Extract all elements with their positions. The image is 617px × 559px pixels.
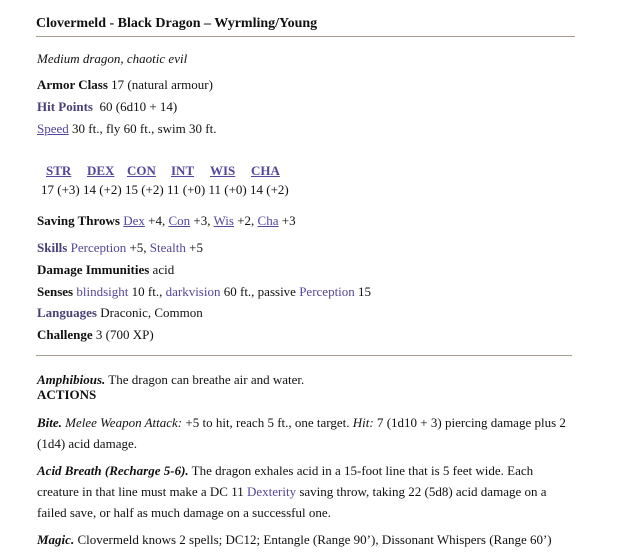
saving-throws-label: Saving Throws [37,213,120,228]
action-bite [37,412,580,454]
hit-points-value: 60 (6d10 + 14) [92,99,178,114]
languages-line [37,305,203,321]
ability-header-str[interactable]: STR [46,163,72,178]
ability-header-dex[interactable]: DEX [87,163,115,178]
save-dex-link[interactable]: Dex [123,213,145,228]
skills-label: Skills [37,240,68,255]
hit-points-line [37,99,177,115]
languages-value: Draconic, Common [96,305,203,320]
darkvision-link[interactable]: darkvision [165,284,221,299]
action-acid-breath [37,460,569,523]
skills-line [37,240,203,256]
armor-class-line [37,77,213,93]
senses-line [37,284,371,300]
armor-class-label: Armor Class [37,77,108,92]
speed-line [37,121,216,137]
ability-header-cha[interactable]: CHA [251,163,280,178]
trait-amphibious [37,372,304,388]
actions-heading: ACTIONS [37,387,97,402]
save-con-mod: +3, [190,213,214,228]
bite-label: Bite. [37,415,62,430]
skill-stealth[interactable]: Stealth [149,240,186,255]
save-cha-link[interactable]: Cha [257,213,279,228]
skill-stealth-mod: +5 [185,240,203,255]
blindsight-value: 10 ft., [128,284,166,299]
damage-immunities-value: acid [149,262,175,277]
challenge-label: Challenge [37,327,93,342]
hit-points-label: Hit Points [37,99,93,114]
section-divider [36,355,572,356]
senses-label: Senses [37,284,74,299]
bite-attack-type: Melee Weapon Attack: [61,415,183,430]
ability-header-wis[interactable]: WIS [210,163,236,178]
speed-value: 30 ft., fly 60 ft., swim 30 ft. [68,121,217,136]
perception-link[interactable]: Perception [299,284,355,299]
challenge-line [37,327,154,343]
bite-text-1: +5 to hit, reach 5 ft., one target. [182,415,353,430]
speed-link[interactable]: Speed [37,121,69,136]
perception-value: 15 [354,284,372,299]
save-cha-mod: +3 [278,213,296,228]
skill-perception[interactable]: Perception [70,240,127,255]
bite-hit-label: Hit: [352,415,374,430]
action-magic [37,532,552,548]
bite-text-2: 7 (1d10 + 3) piercing damage plus 2 (1d4) acid damage. [37,415,566,451]
damage-immunities-line [37,262,174,278]
ability-scores: 17 (+3) 14 (+2) 15 (+2) 11 (+0) 11 (+0) 14 (+2) [41,182,289,197]
acid-breath-text-1: The dragon exhales acid in a 15-foot line that is 5 feet wide. Each creature in that line must make a DC 11 [37,463,534,499]
magic-label: Magic. [37,532,75,547]
skill-perception-mod: +5, [126,240,150,255]
languages-label: Languages [37,305,97,320]
acid-breath-text-2: saving throw, taking 22 (5d8) acid damage on a failed save, or half as much damage on a successful one. [37,484,547,520]
page-title: Clovermeld - Black Dragon – Wyrmling/Young [36,16,318,31]
ability-header-int[interactable]: INT [171,163,195,178]
save-dex-mod: +4, [144,213,169,228]
blindsight-link[interactable]: blindsight [76,284,129,299]
ability-header-con[interactable]: CON [127,163,156,178]
darkvision-value: 60 ft., passive [220,284,300,299]
save-wis-link[interactable]: Wis [213,213,234,228]
challenge-value: 3 (700 XP) [92,327,154,342]
dexterity-link[interactable]: Dexterity [246,484,297,499]
acid-breath-label: Acid Breath (Recharge 5-6). [37,463,189,478]
save-con-link[interactable]: Con [168,213,191,228]
creature-type: Medium dragon, chaotic evil [37,51,188,66]
amphibious-label: Amphibious. [37,372,106,387]
save-wis-mod: +2, [233,213,258,228]
damage-immunities-label: Damage Immunities [37,262,150,277]
saving-throws-line [37,213,296,229]
magic-text: Clovermeld knows 2 spells; DC12; Entangle (Range 90’), Dissonant Whispers (Range 60’) [74,532,552,547]
amphibious-text: The dragon can breathe air and water. [105,372,305,387]
title-divider [36,36,575,37]
armor-class-value: 17 (natural armour) [107,77,213,92]
